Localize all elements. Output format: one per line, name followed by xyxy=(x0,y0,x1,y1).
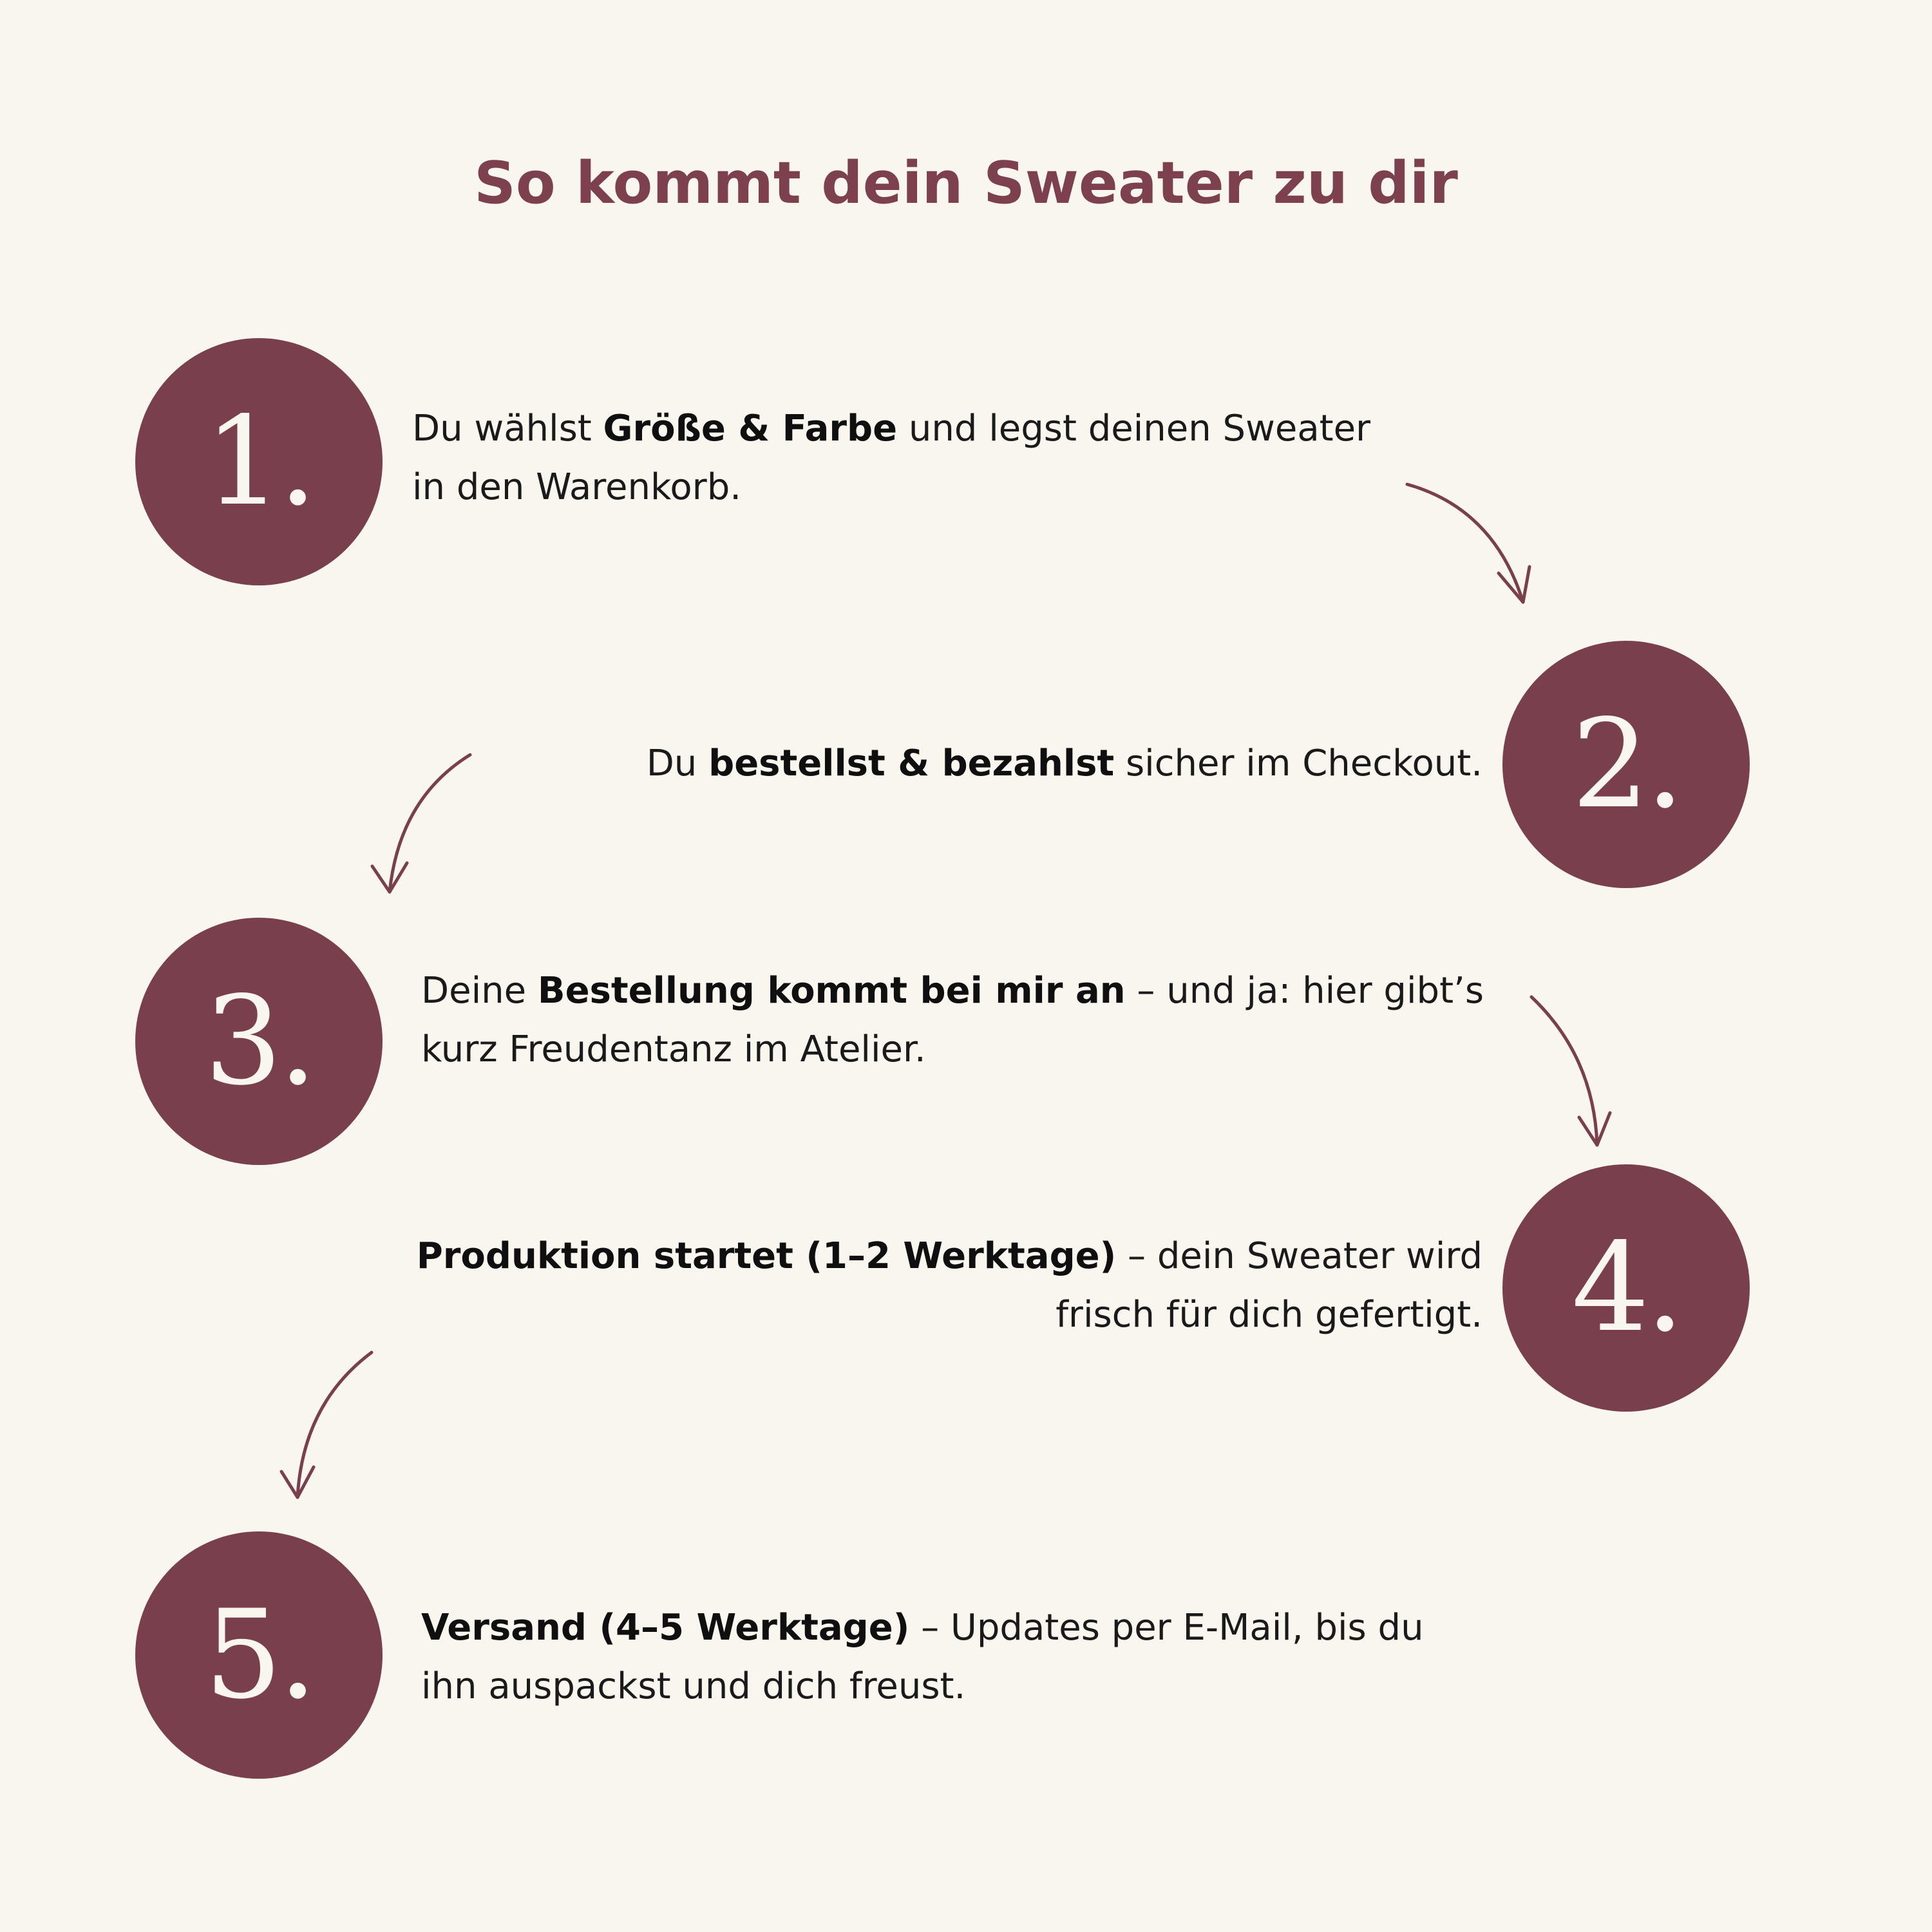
step-3-text-bold: Bestellung kommt bei mir an xyxy=(537,970,1126,1012)
step-number-3: 3. xyxy=(204,970,314,1112)
step-2-text-after: sicher im Checkout. xyxy=(1114,743,1482,784)
step-5-text-after: – Updates per E-Mail, bis du ihn auspackst und dich freust. xyxy=(421,1607,1424,1707)
step-1-text-bold: Größe & Farbe xyxy=(603,408,898,450)
step-4-text-after: – dein Sweater wird frisch für dich gefertigt. xyxy=(1056,1235,1482,1336)
page-title: So kommt dein Sweater zu dir xyxy=(474,149,1458,217)
step-3-text-after: – und ja: hier gibt’s kurz Freudentanz im Atelier. xyxy=(421,970,1484,1070)
step-2-text-bold: bestellst & bezahlst xyxy=(708,743,1115,784)
curved-arrow-icon-4-to-5 xyxy=(281,1352,372,1497)
step-number-badge-2 xyxy=(1502,641,1750,888)
step-number-badge-1 xyxy=(135,338,383,585)
curved-arrow-icon-1-to-2 xyxy=(1407,484,1530,602)
step-text-4 xyxy=(386,1227,1482,1344)
step-1-text-before: Du wählst xyxy=(412,408,603,450)
step-3-text-before: Deine xyxy=(421,970,538,1012)
step-number-1: 1. xyxy=(204,390,314,533)
curved-arrow-icon-3-to-4 xyxy=(1531,997,1610,1145)
step-text-2 xyxy=(451,734,1482,793)
step-number-badge-3 xyxy=(135,918,383,1165)
step-number-4: 4. xyxy=(1571,1217,1681,1359)
step-2-text-before: Du xyxy=(646,743,709,784)
step-number-badge-4 xyxy=(1502,1164,1750,1412)
step-number-2: 2. xyxy=(1571,693,1681,835)
step-1-text-after: und legst deinen Sweater in den Warenkorb. xyxy=(412,408,1371,508)
step-5-text-bold: Versand (4–5 Werktage) xyxy=(421,1607,910,1649)
step-4-text-bold: Produktion startet (1–2 Werktage) xyxy=(416,1235,1117,1277)
step-text-1 xyxy=(412,399,1378,516)
step-number-5: 5. xyxy=(204,1584,314,1726)
step-number-badge-5 xyxy=(135,1531,383,1779)
step-text-5 xyxy=(421,1598,1490,1716)
step-text-3 xyxy=(421,961,1490,1079)
